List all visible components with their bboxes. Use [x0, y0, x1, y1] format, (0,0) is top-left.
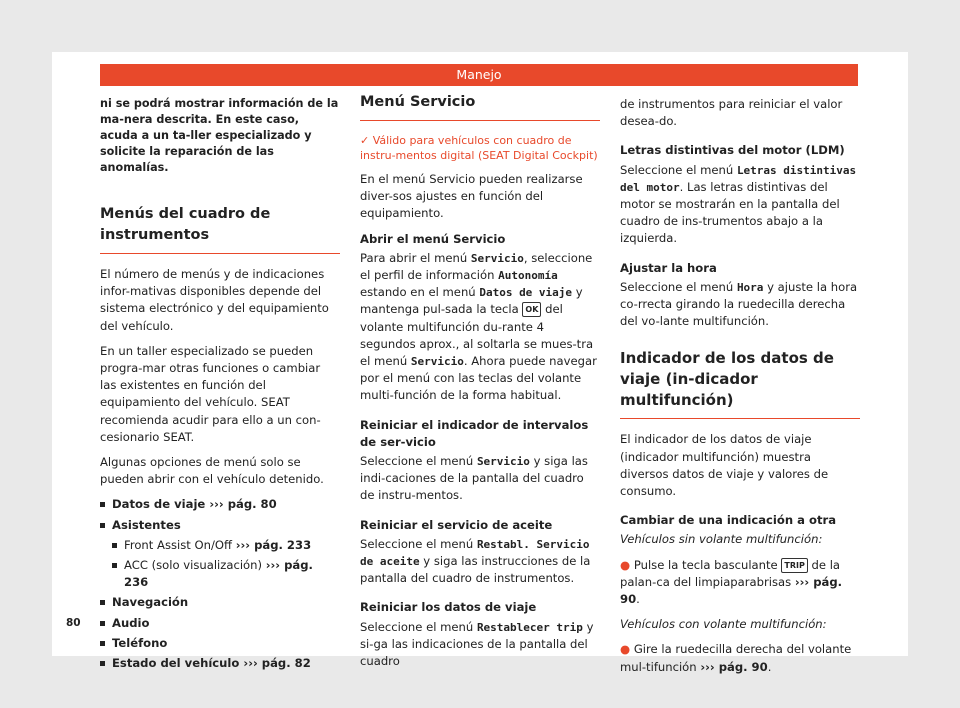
sub-menu-list — [112, 537, 340, 592]
paragraph: En un taller especializado se pueden progra-mar otras funciones o cambiar las existentes en función del equipamiento del vehículo. SEAT recomienda acudir para ello a un con-cesionario SEAT. — [100, 343, 321, 444]
heading-service-menu: Menú Servicio — [360, 92, 600, 121]
paragraph: Seleccione el menú Servicio y siga las indi-caciones de la pantalla del cuadro de instru-mentos. — [360, 454, 588, 503]
paragraph: El número de menús y de indicaciones infor-mativas disponibles depende del sistema electrónico y del equipamiento del vehículo. — [100, 267, 329, 333]
list-item: Navegación — [100, 594, 340, 611]
list-item: Teléfono — [100, 635, 340, 652]
paragraph: Seleccione el menú Restabl. Servicio de aceite y siga las instrucciones de la pantalla del cuadro de instrumentos. — [360, 536, 591, 586]
case-label: Vehículos con volante multifunción: — [620, 617, 827, 632]
page-reference-link[interactable]: ››› pág. 80 — [209, 497, 277, 512]
subheading: Reiniciar el servicio de aceite — [360, 517, 553, 532]
section-header: Manejo — [100, 64, 858, 86]
paragraph: En el menú Servicio pueden realizarse diver-sos ajustes en función del equipamiento. — [360, 172, 583, 221]
subheading: Reiniciar los datos de viaje — [360, 600, 537, 615]
ok-key-icon: OK — [522, 302, 541, 317]
checkmark-icon: ✓ — [360, 134, 370, 147]
page-reference-link[interactable]: ››› pág. 233 — [235, 537, 312, 552]
paragraph: Para abrir el menú Servicio, seleccione el perfil de información Autonomía estando en el menú Datos de viaje y mantenga pul-sada la tecla OK del volante multifunción du-rante 4 segundos aprox., al soltarla se mues-tra el menú Servicio. Ahora puede navegar por el menú con las teclas del volante multi-función de la forma habitual. — [360, 250, 597, 403]
menu-list — [100, 496, 340, 672]
paragraph: El indicador de los datos de viaje (indicador multifunción) muestra diversos datos de viaje y valores de consumo. — [620, 432, 829, 499]
continued-note: ni se podrá mostrar información de la ma-nera descrita. En este caso, acuda a un ta-ller especializado y solicite la reparación de las anomalías. — [100, 97, 339, 174]
page-reference-link[interactable]: ››› pág. 90 — [620, 574, 843, 607]
subheading: Ajustar la hora — [620, 260, 717, 275]
column-middle — [360, 96, 600, 678]
paragraph: Seleccione el menú Restablecer trip y si-ga las indicaciones de la pantalla del cuadro — [360, 619, 594, 669]
bullet-icon: ● — [620, 557, 631, 572]
list-item: Estado del vehículo ››› pág. 82 — [100, 655, 340, 672]
list-item: Audio — [100, 615, 340, 632]
action-step: ● Gire la ruedecilla derecha del volante mul-tifunción ››› pág. 90. — [620, 642, 852, 674]
list-item: Asistentes Front Assist On/Off ››› pág. 233 ACC (solo visualización) ››› pág. 236 — [100, 517, 340, 592]
column-left — [100, 96, 340, 675]
paragraph: de instrumentos para reiniciar el valor desea-do. — [620, 97, 843, 129]
page-reference-link[interactable]: ››› pág. 90 — [700, 659, 768, 674]
list-item: Front Assist On/Off ››› pág. 233 — [112, 537, 340, 554]
paragraph: Algunas opciones de menú solo se pueden abrir con el vehículo detenido. — [100, 455, 324, 487]
trip-key-icon: TRIP — [781, 558, 807, 573]
subheading: Cambiar de una indicación a otra — [620, 513, 837, 528]
subheading: Reiniciar el indicador de intervalos de ser-vicio — [360, 417, 589, 449]
column-right — [620, 96, 860, 684]
list-item: Datos de viaje ››› pág. 80 — [100, 496, 340, 513]
heading-instrument-menus: Menús del cuadro de instrumentos — [100, 204, 340, 254]
subheading: Letras distintivas del motor (LDM) — [620, 143, 845, 158]
bullet-icon: ● — [620, 642, 631, 657]
page-reference-link[interactable]: ››› pág. 82 — [243, 656, 311, 671]
action-step: ● Pulse la tecla basculante TRIP de la palan-ca del limpiaparabrisas ››› pág. 90. — [620, 557, 843, 607]
paragraph: Seleccione el menú Letras distintivas del motor. Las letras distintivas del motor se mostrarán en la pantalla del cuadro de ins-trumentos abajo a la izquierda. — [620, 162, 857, 246]
paragraph: Seleccione el menú Hora y ajuste la hora co-rrecta girando la ruedecilla derecha del vo-lante multifunción. — [620, 279, 858, 329]
page-number: 80 — [66, 617, 81, 629]
page-reference-link[interactable]: ››› pág. 236 — [124, 558, 313, 590]
subheading: Abrir el menú Servicio — [360, 231, 506, 246]
case-label: Vehículos sin volante multifunción: — [620, 532, 823, 547]
heading-trip-indicator: Indicador de los datos de viaje (in-dicador multifunción) — [620, 348, 860, 419]
list-item: ACC (solo visualización) ››› pág. 236 — [112, 557, 340, 591]
validity-note: ✓ Válido para vehículos con cuadro de instru-mentos digital (SEAT Digital Cockpit) — [360, 134, 598, 162]
